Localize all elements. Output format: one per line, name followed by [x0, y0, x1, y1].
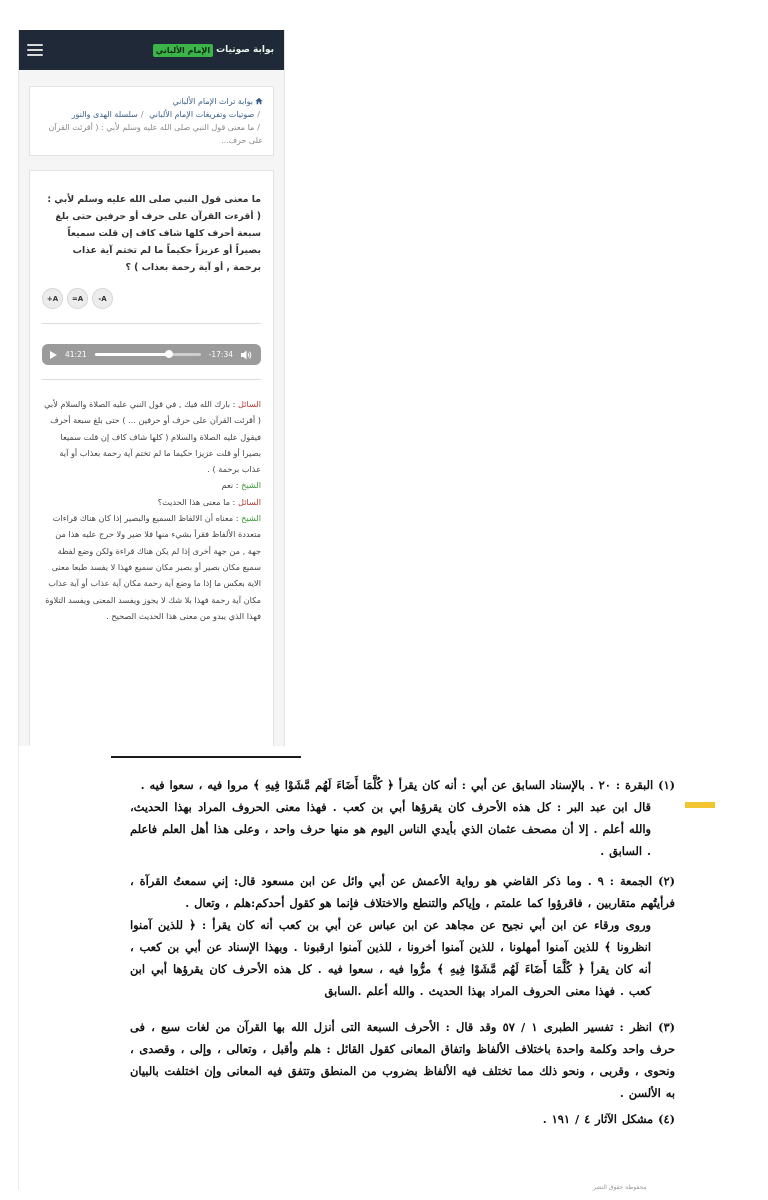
- audio-elapsed: 41:21: [65, 350, 87, 359]
- speaker-asker-label: السائل: [237, 496, 261, 507]
- brand-main-text: بوابة صوتيات: [216, 45, 274, 55]
- footnote-1: [130, 774, 675, 862]
- watermark: محفوظة حقوق النشر: [593, 1184, 647, 1191]
- mobile-page: [18, 30, 285, 746]
- breadcrumb-level1[interactable]: صوتيات وتفريغات الإمام الألباني: [149, 110, 255, 119]
- transcript-paragraph: [42, 510, 261, 624]
- footnote-text: وروى ورقاء عن ابن أبي نجيح عن مجاهد عن ابن عباس عن أبي بن كعب أنه كان يقرأ : ﴿ للذين آمنوا انظرونا ﴾ للذين آمنوا أمهلونا ، للذين آمنوا أخرونا ، للذين آمنوا ارقبونا . وبهذا الإسناد عن أبي بن كعب ، أنه كان يقرأ ﴿ كُلَّمَا أَضَاءَ لَهُم مَّشَوْا فِيهِ ﴾ مرُّوا فيه ، سعوا فيه . كل هذه الأحرف كان يقرؤها أبي ابن كعب . فهذا معنى الحروف المراد بهذا الحديث . والله أعلم .السابق: [130, 918, 651, 998]
- transcript-paragraph: [42, 396, 261, 477]
- transcript-text: : ما معنى هذا الحديث؟: [157, 496, 238, 507]
- audio-remaining: -17:34: [208, 350, 233, 359]
- footnote-text: (١) البقرة : ٢٠ . بالإسناد السابق عن أبي : أنه كان يقرأ ﴿ كُلَّمَا أَضَاءَ لَهُم مَّشَوْا فِيهِ ﴾ مروا فيه ، سعوا فيه .: [140, 778, 675, 792]
- breadcrumb-current: ما معنى قول النبي صلى الله عليه وسلم لأبي : ( أقرئت القرآن على حرف...: [48, 123, 263, 145]
- site-logo[interactable]: [153, 44, 274, 57]
- divider: [42, 323, 261, 324]
- audio-player[interactable]: [42, 344, 261, 365]
- audio-progress-fill: [95, 353, 169, 356]
- highlight-marker: [685, 802, 715, 808]
- font-reset-button[interactable]: =A: [67, 288, 88, 309]
- footnote-text: (٢) الجمعة : ٩ . وما ذكر القاضي هو رواية الأعمش عن أبي وائل عن ابن مسعود قال: إني سمعتُ القرآة ، فرأيتُهم متقاربين ، فاقرؤوا كما علمتم ، وإياكم والتنطع والاختلاف فإنما هو كقول أحدكم:هلم ، وتعال .: [130, 874, 675, 910]
- footnote-2: [130, 870, 675, 1002]
- speaker-asker-label: السائل: [237, 399, 261, 409]
- hamburger-menu-icon[interactable]: [27, 44, 43, 56]
- speaker-sheikh-label: الشيخ: [241, 513, 261, 524]
- breadcrumb-home[interactable]: بوابة تراث الإمام الألباني: [172, 97, 253, 106]
- home-icon: [255, 97, 263, 105]
- breadcrumb: بوابة تراث الإمام الألباني /صوتيات وتفريغات الإمام الألباني /سلسلة الهدى والنور /ما معنى قول النبي صلى الله عليه وسلم لأبي : ( أقرئت القرآن على حرف...: [29, 86, 274, 156]
- top-navbar: [19, 30, 284, 70]
- transcript-text: : بارك الله فيك , في قول النبي عليه الصلاة والسلام لأبي ( أقرئت القرآن على حرف أو حرفين ... ) حتى بلغ سبعة أحرف فيقول عليه الصلاة والسلام ( كلها شاف كاف إن قلت سميعا بصيرا أو قلت عزيزا حكيما ما لم تختم آية رحمة بعذاب أو آية عذاب برحمة ) .: [44, 399, 261, 475]
- brand-badge: الإمام الألباني: [153, 44, 213, 57]
- volume-icon[interactable]: [241, 350, 253, 360]
- transcript-text: : نعم: [221, 480, 242, 491]
- audio-seek-bar[interactable]: [95, 353, 201, 356]
- footnote-text: (٣) انظر : تفسير الطبرى ١ / ٥٧ وقد قال : الأحرف السبعة التى أنزل الله بها القرآن من لغات سبع ، فى حرف واحد وكلمة واحدة باختلاف الألفاظ واتفاق المعانى كقول القائل : هلم وأقبل ، وتعالى ، وإلى ، وقصدى ، ونحوى ، وقربى ، ونحو ذلك مما تختلف فيه الألفاظ بضروب من المنطق وتتفق فيه المعانى وإن اختلفت بالبيان به الألسن .: [130, 1020, 676, 1100]
- footnote-text: قال ابن عبد البر : كل هذه الأحرف كان يقرؤها أبي بن كعب . فهذا معنى الحروف المراد بهذا الحديث، والله أعلم . إلا أن مصحف عثمان الذي بأيدي الناس اليوم هو منها حرف واحد ، وعلى هذا أهل العلم فاعلم . السابق .: [130, 800, 651, 858]
- footnote-4: [130, 1108, 675, 1130]
- transcript-paragraph: [42, 494, 261, 510]
- font-decrease-button[interactable]: -A: [92, 288, 113, 309]
- audio-seek-handle[interactable]: [165, 350, 173, 358]
- font-size-controls: [42, 288, 261, 309]
- font-increase-button[interactable]: +A: [42, 288, 63, 309]
- lecture-card: [29, 170, 274, 746]
- divider: [42, 379, 261, 380]
- play-icon[interactable]: [50, 351, 57, 359]
- speaker-sheikh-label: الشيخ: [241, 480, 261, 491]
- question-title: ما معنى قول النبي صلى الله عليه وسلم لأبي : ( أقرءت القرآن على حرف أو حرفين حتى بلغ سبعة أحرف كلها شاف كاف إن قلت سميعاً بصيراً أو عزيزاً حكيماً ما لم تختم آية عذاب برحمة , أو آية رحمة بعذاب ) ؟: [47, 194, 261, 273]
- scanned-book-page: [18, 746, 715, 1190]
- transcript-text: : معناه أن الالفاظ السميع والبصير إذا كان هناك قراءات متعددة الألفاظ فقرأ بشيء منها فلا ضير ولا حرج عليه هذا من جهة , من جهة أخرى إذا لم يكن هناك قراءة ولكن وضع لفظة سميع مكان بصير أو بصير مكان سميع فهذا لا يفسد طبعا معنى الاية بعكس ما إذا ما وضع آية رحمة مكان آية عذاب أو آية عذاب مكان آية رحمة فهذا بلا شك لا يجوز ويفسد المعنى ويفسد التلاوة فهذا الذي يبدو من معنى هذا الحديث الصحيح .: [45, 513, 261, 621]
- breadcrumb-level2[interactable]: سلسلة الهدى والنور: [71, 110, 138, 119]
- footnote-separator-line: [111, 756, 301, 758]
- transcript: [42, 396, 261, 624]
- footnote-text: (٤) مشكل الآثار ٤ / ١٩١ .: [542, 1112, 675, 1126]
- transcript-paragraph: [42, 477, 261, 493]
- footnote-3: [130, 1016, 675, 1104]
